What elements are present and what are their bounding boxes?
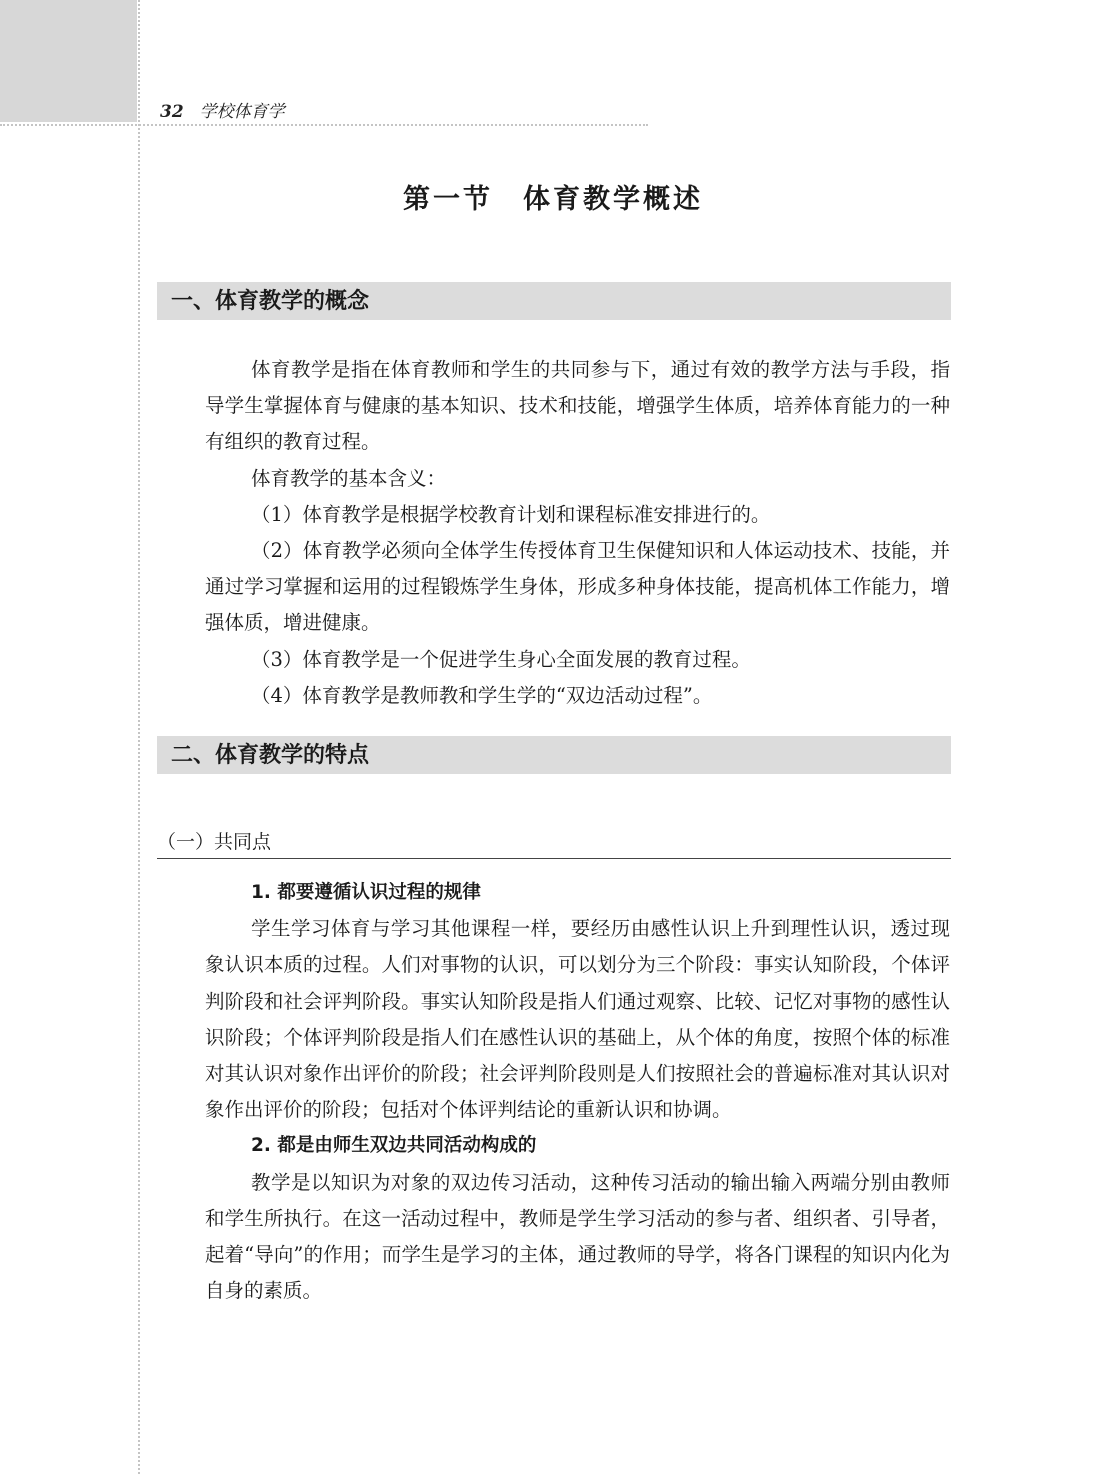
dotted-margin-line <box>138 0 140 1474</box>
section-features-body <box>205 875 950 1309</box>
running-head <box>160 97 285 122</box>
list-item: （1）体育教学是根据学校教育计划和课程标准安排进行的。 <box>251 502 771 526</box>
book-title: 学校体育学 <box>199 102 285 122</box>
point-title: 1. 都要遵循认识过程的规律 <box>251 882 481 903</box>
section-heading-features: 二、体育教学的特点 <box>157 736 951 774</box>
list-item: （2）体育教学必须向全体学生传授体育卫生保健知识和人体运动技术、技能，并通过学习掌握和运用的过程锻炼学生身体，形成多种身体技能，提高机体工作能力，增强体质，增进健康。 <box>205 539 950 635</box>
chapter-name: 体育教学概述 <box>523 184 703 215</box>
section-heading-concept: 一、体育教学的概念 <box>157 282 951 320</box>
section-concept-body <box>205 352 950 714</box>
dotted-header-line <box>0 124 648 126</box>
list-item: （4）体育教学是教师教和学生学的“双边活动过程”。 <box>251 683 713 707</box>
chapter-title <box>155 177 951 216</box>
paragraph: 体育教学是指在体育教师和学生的共同参与下，通过有效的教学方法与手段，指导学生掌握体育与健康的基本知识、技术和技能，增强学生体质，培养体育能力的一种有组织的教育过程。 <box>205 358 950 454</box>
list-item: （3）体育教学是一个促进学生身心全面发展的教育过程。 <box>251 647 751 671</box>
chapter-number: 第一节 <box>403 184 493 215</box>
paragraph: 教学是以知识为对象的双边传习活动，这种传习活动的输出输入两端分别由教师和学生所执行。在这一活动过程中，教师是学生学习活动的参与者、组织者、引导者，起着“导向”的作用；而学生是学习的主体，通过教师的导学，将各门课程的知识内化为自身的素质。 <box>205 1170 950 1303</box>
page-number: 32 <box>160 102 184 122</box>
subsection-heading: （一）共同点 <box>157 827 951 859</box>
point-title: 2. 都是由师生双边共同活动构成的 <box>251 1135 537 1157</box>
paragraph: 体育教学的基本含义： <box>251 466 447 490</box>
paragraph: 学生学习体育与学习其他课程一样，要经历由感性认识上升到理性认识，透过现象认识本质的过程。人们对事物的认识，可以划分为三个阶段：事实认知阶段，个体评判阶段和社会评判阶段。事实认知阶段是指人们通过观察、比较、记忆对事物的感性认识阶段；个体评判阶段是指人们在感性认识的基础上，从个体的角度，按照个体的标准对其认识对象作出评价的阶段；社会评判阶段则是人们按照社会的普遍标准对其认识对象作出评价的阶段；包括对个体评判结论的重新认识和协调。 <box>205 917 950 1122</box>
corner-gray-block <box>0 0 137 122</box>
